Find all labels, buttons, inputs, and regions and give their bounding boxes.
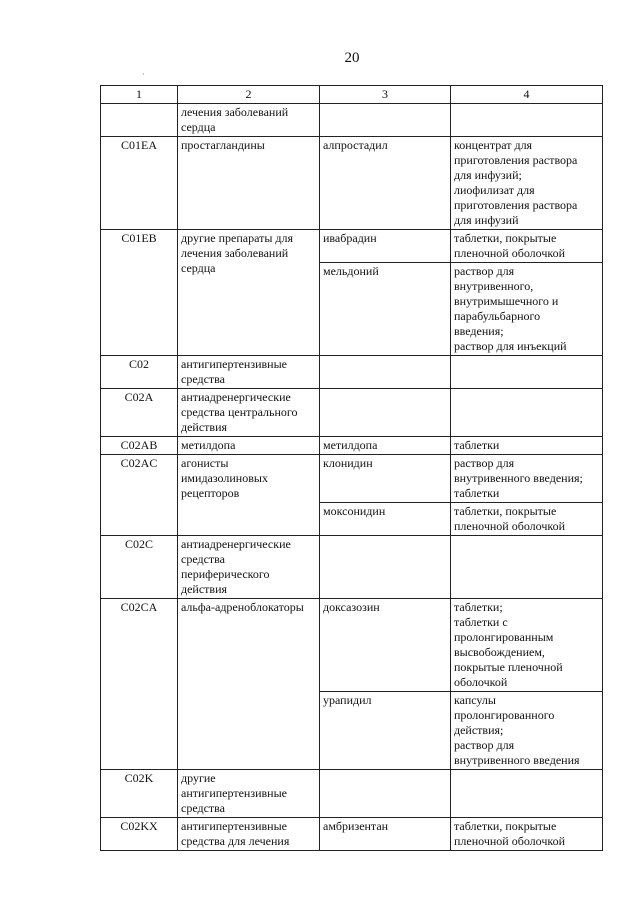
group-cell: лечения заболеваний сердца (178, 104, 320, 137)
drug-cell (320, 770, 451, 818)
drug-cell: урапидил (320, 692, 451, 770)
scan-mark: · (142, 70, 145, 79)
atc-code-cell: C02AB (101, 437, 178, 455)
group-cell: антиадренергические средства центрального действия (178, 389, 320, 437)
group-cell: метилдопа (178, 437, 320, 455)
header-col-2: 2 (178, 86, 320, 104)
table-row (101, 770, 603, 818)
atc-code-cell (101, 104, 178, 137)
table-row (101, 104, 603, 137)
header-col-1: 1 (101, 86, 178, 104)
table-row (101, 137, 603, 230)
atc-code-cell: C02AC (101, 455, 178, 536)
page-number: 20 (344, 50, 360, 66)
form-cell: раствор для внутривенного введения; таблетки (451, 455, 603, 503)
drug-cell: доксазозин (320, 599, 451, 692)
form-cell (451, 104, 603, 137)
drug-cell (320, 389, 451, 437)
atc-code-cell: C02C (101, 536, 178, 599)
form-cell (451, 770, 603, 818)
table-header-row (101, 86, 603, 104)
table-row (101, 818, 603, 851)
header-col-3: 3 (320, 86, 451, 104)
drug-cell (320, 536, 451, 599)
form-cell (451, 536, 603, 599)
drug-cell (320, 356, 451, 389)
group-cell: агонисты имидазолиновых рецепторов (178, 455, 320, 536)
table-row (101, 455, 603, 503)
drug-cell: мельдоний (320, 263, 451, 356)
form-cell: таблетки, покрытые пленочной оболочкой (451, 818, 603, 851)
header-col-4: 4 (451, 86, 603, 104)
form-cell: таблетки (451, 437, 603, 455)
group-cell: антигипертензивные средства (178, 356, 320, 389)
form-cell: концентрат для приготовления раствора для инфузий; лиофилизат для приготовления раствора для инфузий (451, 137, 603, 230)
atc-code-cell: C02 (101, 356, 178, 389)
group-cell: простагландины (178, 137, 320, 230)
table-row (101, 437, 603, 455)
form-cell: капсулы пролонгированного действия; раствор для внутривенного введения (451, 692, 603, 770)
drug-cell: клонидин (320, 455, 451, 503)
table-row (101, 536, 603, 599)
atc-code-cell: C02KX (101, 818, 178, 851)
atc-code-cell: C01EB (101, 230, 178, 356)
drug-cell: ивабрадин (320, 230, 451, 263)
form-cell (451, 389, 603, 437)
atc-code-cell: C02CA (101, 599, 178, 770)
group-cell: антигипертензивные средства для лечения (178, 818, 320, 851)
atc-code-cell: C02A (101, 389, 178, 437)
form-cell (451, 356, 603, 389)
group-cell: антиадренергические средства периферического действия (178, 536, 320, 599)
drug-cell (320, 104, 451, 137)
drug-table (100, 85, 603, 851)
table-row (101, 356, 603, 389)
form-cell: раствор для внутривенного, внутримышечного и парабульбарного введения; раствор для инъекций (451, 263, 603, 356)
atc-code-cell: C02K (101, 770, 178, 818)
atc-code-cell: C01EA (101, 137, 178, 230)
group-cell: другие антигипертензивные средства (178, 770, 320, 818)
drug-cell: моксонидин (320, 503, 451, 536)
drug-cell: алпростадил (320, 137, 451, 230)
table-row (101, 230, 603, 263)
form-cell: таблетки, покрытые пленочной оболочкой (451, 503, 603, 536)
table-row (101, 599, 603, 692)
group-cell: другие препараты для лечения заболеваний сердца (178, 230, 320, 356)
group-cell: альфа-адреноблокаторы (178, 599, 320, 770)
form-cell: таблетки; таблетки с пролонгированным высвобождением, покрытые пленочной оболочкой (451, 599, 603, 692)
drug-cell: амбризентан (320, 818, 451, 851)
drug-cell: метилдопа (320, 437, 451, 455)
form-cell: таблетки, покрытые пленочной оболочкой (451, 230, 603, 263)
table-row (101, 389, 603, 437)
